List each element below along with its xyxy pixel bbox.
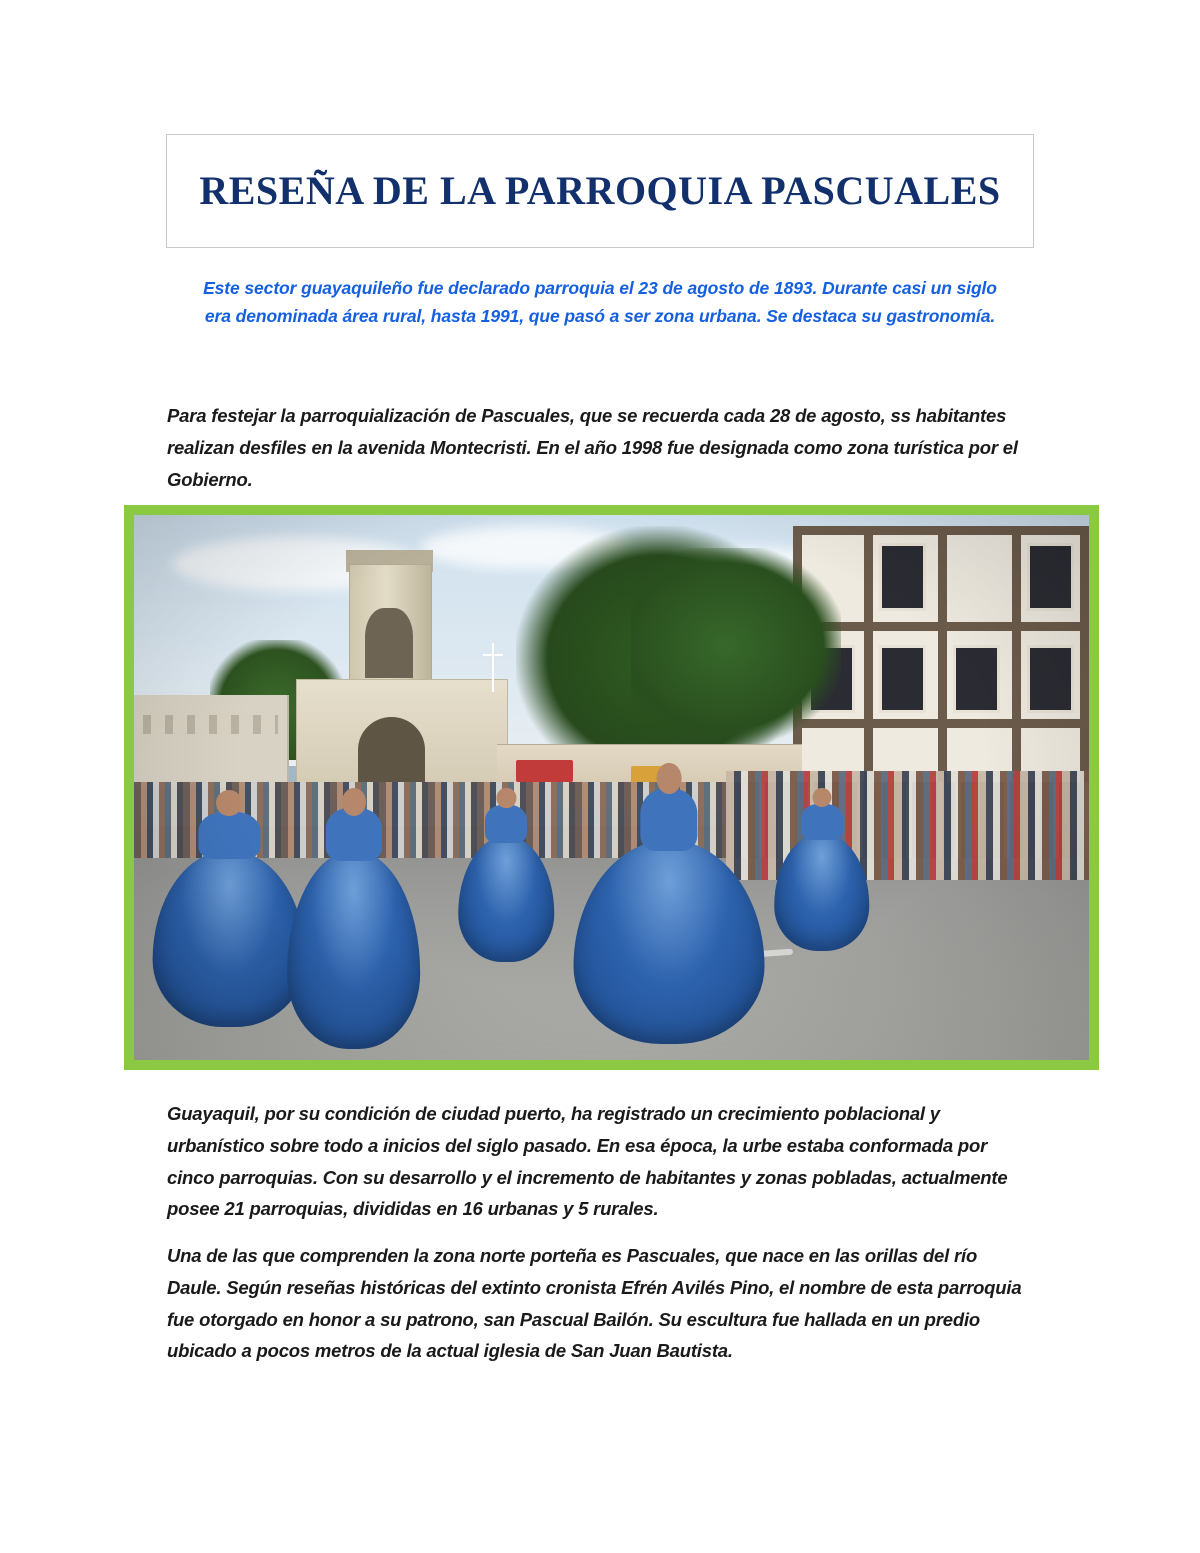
document-subtitle: Este sector guayaquileño fue declarado parroquia el 23 de agosto de 1893. Durante casi un siglo era denominada área rural, hasta 1991, que pasó a ser zona urbana. Se destaca su gastronomía. (203, 278, 997, 327)
paragraph-2: Guayaquil, por su condición de ciudad puerto, ha registrado un crecimiento poblacional y urbanístico sobre todo a inicios del siglo pasado. En esa época, la urbe estaba conformada por cinco parroquias. Con su desarrollo y el incremento de habitantes y zonas pobladas, actualmente posee 21 parroquias, divididas en 16 urbanas y 5 rurales. (167, 1103, 1008, 1220)
title-box (166, 134, 1034, 248)
paragraph-3: Una de las que comprenden la zona norte porteña es Pascuales, que nace en las orillas del río Daule. Según reseñas históricas del extinto cronista Efrén Avilés Pino, el nombre de esta parroquia fue otorgado en honor a su patrono, san Pascual Bailón. Su escultura fue hallada en un predio ubicado a pocos metros de la actual iglesia de San Juan Bautista. (167, 1245, 1022, 1362)
photo-vignette (134, 515, 1089, 1060)
parade-photo (134, 515, 1089, 1060)
page-title: RESEÑA DE LA PARROQUIA PASCUALES (199, 167, 1001, 213)
paragraph-1: Para festejar la parroquialización de Pascuales, que se recuerda cada 28 de agosto, ss habitantes realizan desfiles en la avenida Montecristi. En el año 1998 fue designada como zona turística por el Gobierno. (167, 405, 1018, 490)
parade-photo-frame (124, 505, 1099, 1070)
